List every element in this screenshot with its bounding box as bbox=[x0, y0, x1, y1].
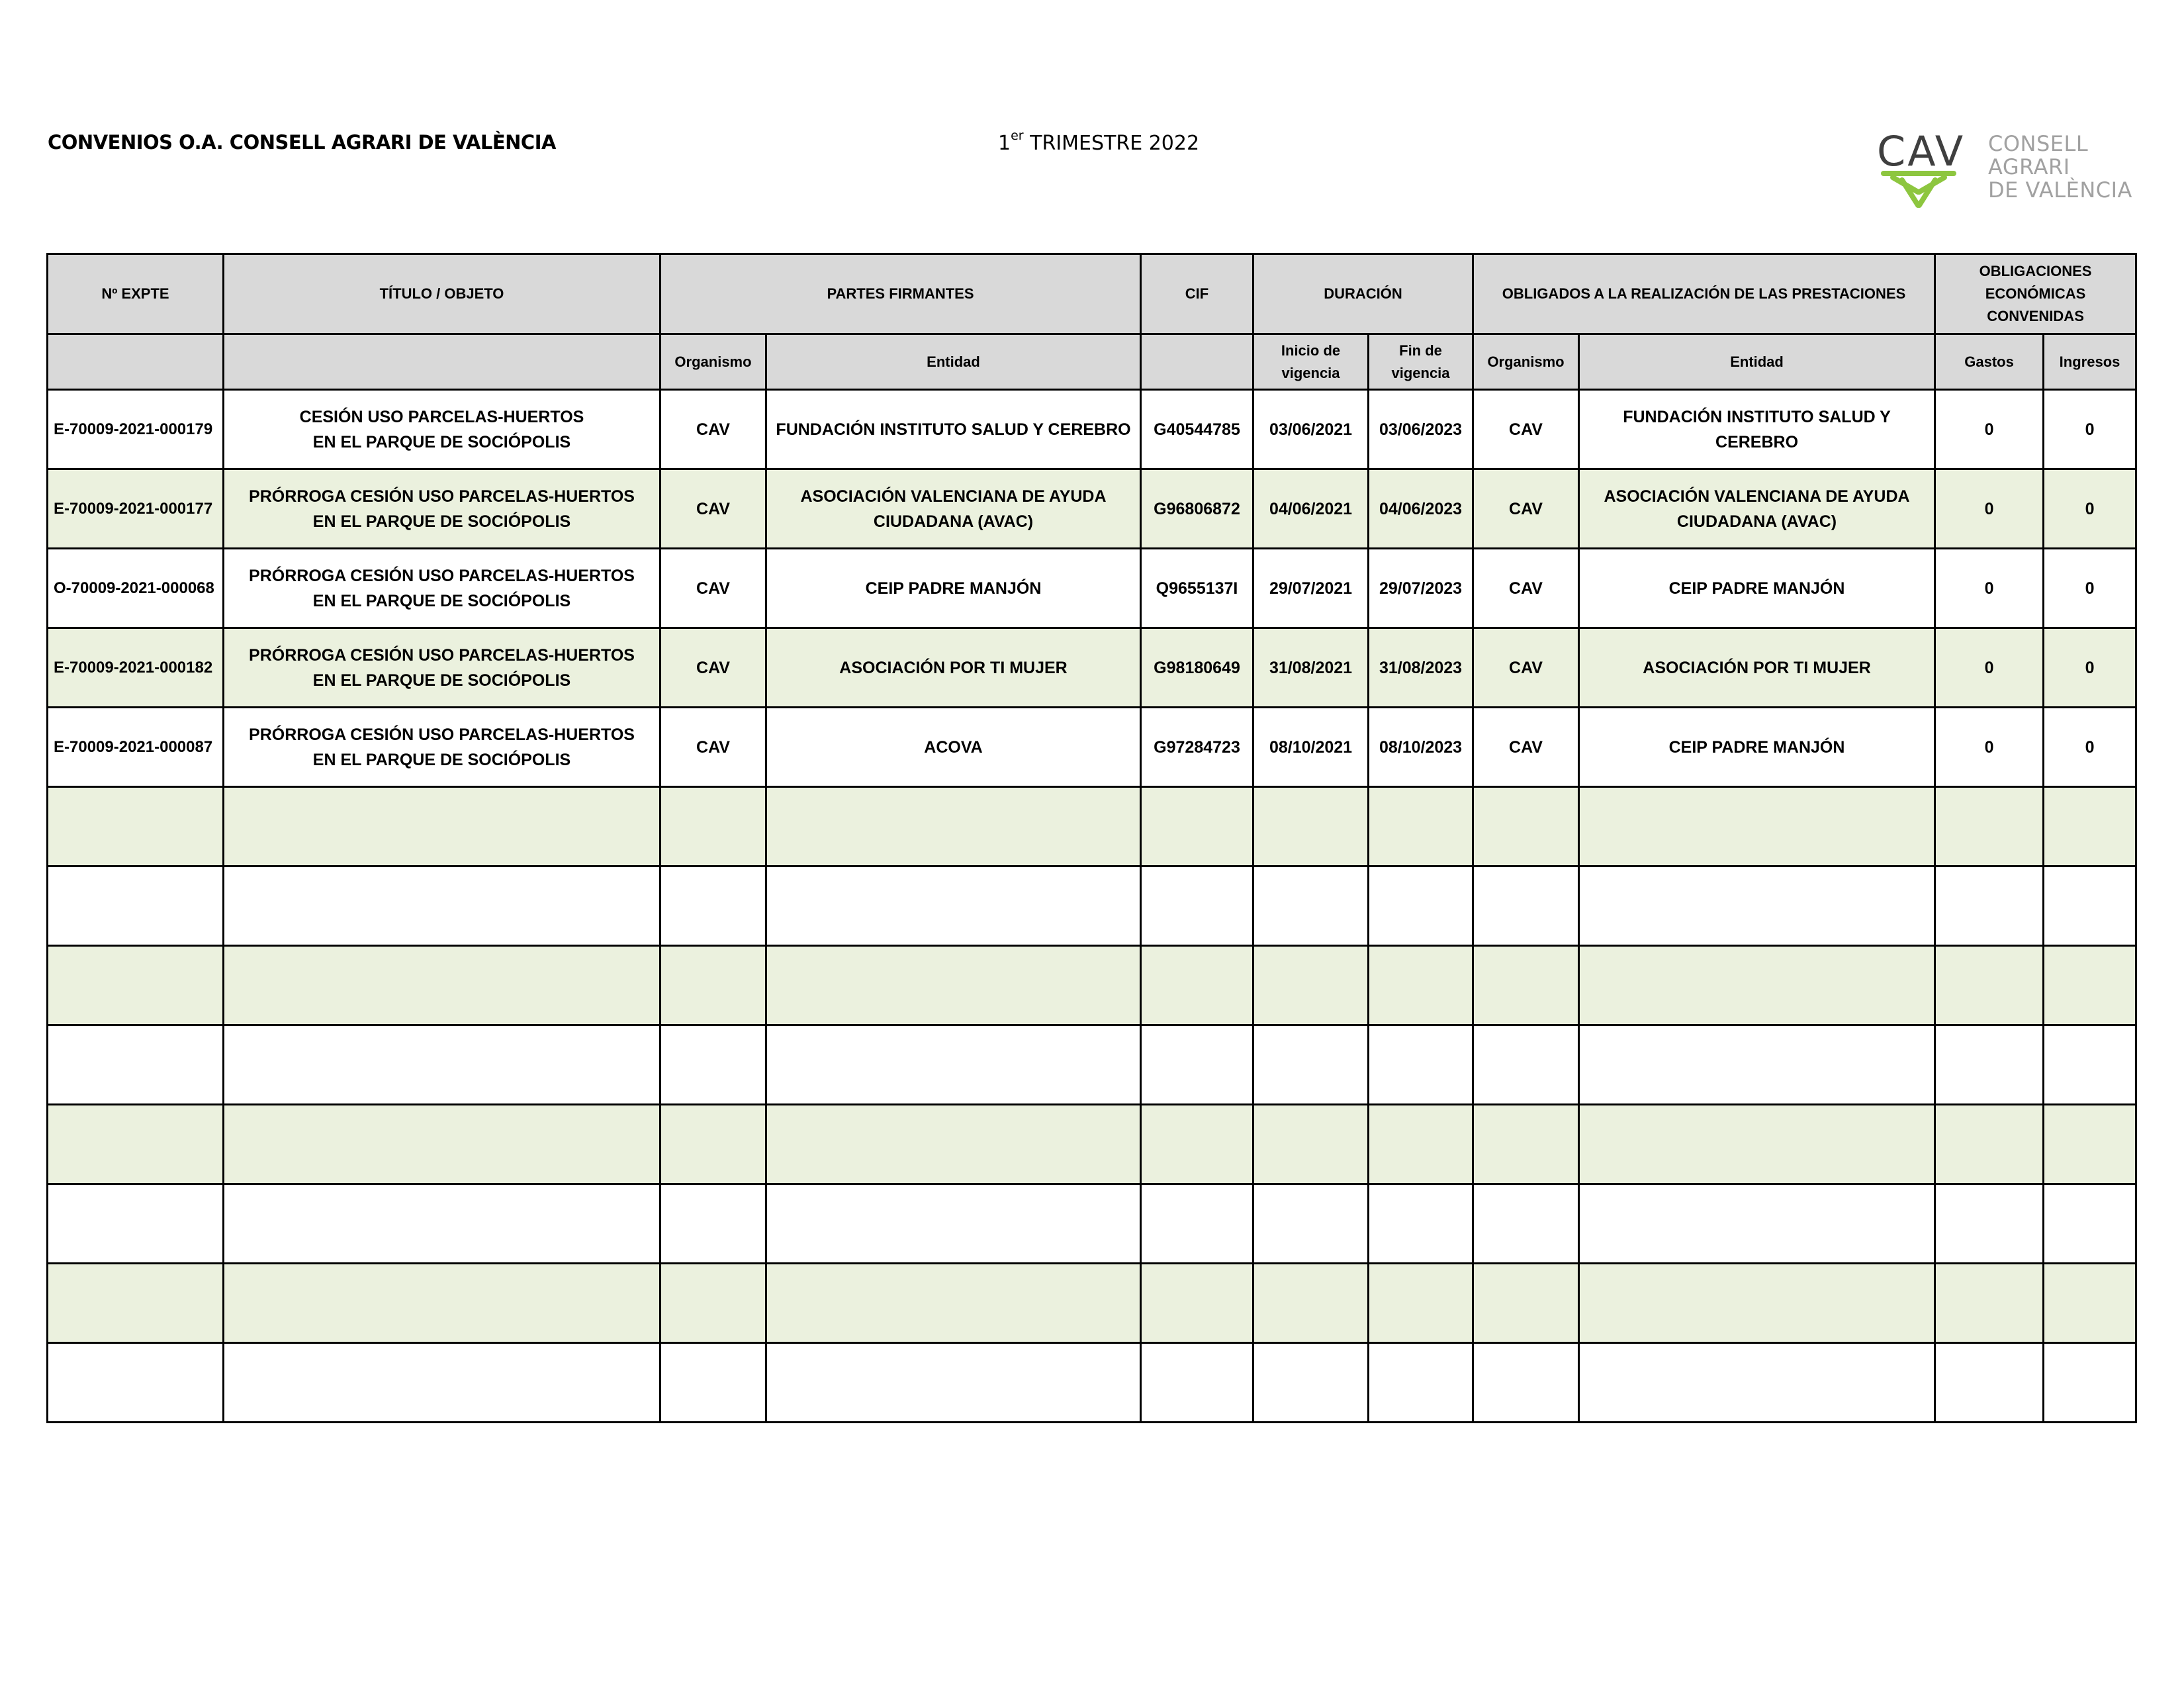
empty-cell bbox=[1141, 1264, 1253, 1343]
empty-cell bbox=[1579, 1184, 1935, 1264]
inicio-cell: 08/10/2021 bbox=[1253, 708, 1369, 787]
subheader-inicio bbox=[1253, 334, 1369, 390]
empty-cell bbox=[1141, 1343, 1253, 1423]
obligados-entidad-cell bbox=[1579, 390, 1935, 469]
col-header-cif: CIF bbox=[1141, 254, 1253, 334]
entidad-line: CIUDADANA (AVAC) bbox=[873, 512, 1034, 531]
cif-cell: G98180649 bbox=[1141, 628, 1253, 708]
empty-cell bbox=[1579, 1343, 1935, 1423]
empty-cell bbox=[1473, 946, 1579, 1025]
empty-cell bbox=[1935, 946, 2044, 1025]
empty-cell bbox=[660, 1105, 766, 1184]
empty-cell bbox=[1253, 1343, 1369, 1423]
empty-cell bbox=[1473, 1184, 1579, 1264]
empty-cell bbox=[1935, 1343, 2044, 1423]
empty-cell bbox=[1369, 946, 1473, 1025]
inicio-cell: 31/08/2021 bbox=[1253, 628, 1369, 708]
cif-cell: G97284723 bbox=[1141, 708, 1253, 787]
empty-cell bbox=[1141, 867, 1253, 946]
empty-cell bbox=[1253, 1105, 1369, 1184]
empty-cell bbox=[766, 1264, 1141, 1343]
obligados-organismo-cell: CAV bbox=[1473, 708, 1579, 787]
obligados-entidad-line: FUNDACIÓN INSTITUTO SALUD Y bbox=[1623, 407, 1891, 426]
empty-cell bbox=[224, 867, 660, 946]
empty-cell bbox=[1935, 867, 2044, 946]
titulo-line: EN EL PARQUE DE SOCIÓPOLIS bbox=[312, 671, 571, 690]
ingresos-cell: 0 bbox=[2044, 469, 2136, 549]
gastos-cell: 0 bbox=[1935, 549, 2044, 628]
empty-cell bbox=[1369, 787, 1473, 867]
gastos-cell: 0 bbox=[1935, 469, 2044, 549]
ingresos-cell: 0 bbox=[2044, 628, 2136, 708]
obligados-entidad-line: CEREBRO bbox=[1715, 432, 1799, 451]
expte-cell: E-70009-2021-000177 bbox=[48, 469, 224, 549]
entidad-line: FUNDACIÓN INSTITUTO SALUD Y CEREBRO bbox=[776, 420, 1131, 439]
obligados-organismo-cell: CAV bbox=[1473, 549, 1579, 628]
expte-cell: E-70009-2021-000179 bbox=[48, 390, 224, 469]
empty-cell bbox=[1141, 1025, 1253, 1105]
logo-wordmark-line: DE VALÈNCIA bbox=[1988, 177, 2132, 203]
titulo-cell bbox=[224, 469, 660, 549]
empty-cell bbox=[1141, 1105, 1253, 1184]
subheader-obligados-entidad: Entidad bbox=[1579, 334, 1935, 390]
organismo-cell: CAV bbox=[660, 628, 766, 708]
empty-cell bbox=[766, 1343, 1141, 1423]
expte-cell: O-70009-2021-000068 bbox=[48, 549, 224, 628]
empty-table-row bbox=[48, 946, 2136, 1025]
empty-cell bbox=[1141, 946, 1253, 1025]
ingresos-cell: 0 bbox=[2044, 549, 2136, 628]
organismo-cell: CAV bbox=[660, 390, 766, 469]
empty-cell bbox=[1369, 1184, 1473, 1264]
empty-cell bbox=[1253, 946, 1369, 1025]
titulo-line: PRÓRROGA CESIÓN USO PARCELAS-HUERTOS bbox=[249, 566, 635, 585]
empty-cell bbox=[1473, 1343, 1579, 1423]
obligados-organismo-cell: CAV bbox=[1473, 628, 1579, 708]
gastos-cell: 0 bbox=[1935, 708, 2044, 787]
subheader-fin bbox=[1369, 334, 1473, 390]
header-row bbox=[48, 254, 2136, 334]
empty-cell bbox=[660, 1343, 766, 1423]
empty-table-row bbox=[48, 787, 2136, 867]
empty-cell bbox=[48, 787, 224, 867]
empty-cell bbox=[48, 1105, 224, 1184]
subheader-gastos: Gastos bbox=[1935, 334, 2044, 390]
subheader-empty bbox=[224, 334, 660, 390]
titulo-line: PRÓRROGA CESIÓN USO PARCELAS-HUERTOS bbox=[249, 725, 635, 744]
subheader-partes-entidad: Entidad bbox=[766, 334, 1141, 390]
entidad-line: ACOVA bbox=[924, 737, 983, 757]
empty-cell bbox=[2044, 1343, 2136, 1423]
organismo-cell: CAV bbox=[660, 708, 766, 787]
cif-cell: Q9655137I bbox=[1141, 549, 1253, 628]
empty-cell bbox=[1369, 1264, 1473, 1343]
empty-cell bbox=[224, 1105, 660, 1184]
entidad-cell bbox=[766, 708, 1141, 787]
empty-table-row bbox=[48, 1343, 2136, 1423]
empty-cell bbox=[224, 946, 660, 1025]
empty-cell bbox=[48, 946, 224, 1025]
table-row bbox=[48, 390, 2136, 469]
empty-cell bbox=[1579, 867, 1935, 946]
entidad-cell bbox=[766, 390, 1141, 469]
empty-cell bbox=[1253, 1184, 1369, 1264]
empty-cell bbox=[1369, 1105, 1473, 1184]
table-row bbox=[48, 549, 2136, 628]
titulo-line: EN EL PARQUE DE SOCIÓPOLIS bbox=[312, 750, 571, 769]
empty-cell bbox=[2044, 867, 2136, 946]
empty-cell bbox=[1473, 867, 1579, 946]
col-header-duracion: DURACIÓN bbox=[1253, 254, 1473, 334]
empty-cell bbox=[2044, 1105, 2136, 1184]
empty-cell bbox=[224, 1264, 660, 1343]
empty-cell bbox=[660, 1025, 766, 1105]
empty-cell bbox=[766, 1184, 1141, 1264]
quarter-label bbox=[998, 128, 1200, 155]
empty-cell bbox=[1473, 1025, 1579, 1105]
empty-cell bbox=[1473, 1105, 1579, 1184]
subheader-fin-line: vigencia bbox=[1391, 364, 1450, 381]
table-row bbox=[48, 708, 2136, 787]
table-row bbox=[48, 469, 2136, 549]
empty-cell bbox=[766, 867, 1141, 946]
table-row bbox=[48, 628, 2136, 708]
cif-cell: G40544785 bbox=[1141, 390, 1253, 469]
inicio-cell: 04/06/2021 bbox=[1253, 469, 1369, 549]
subheader-inicio-line: Inicio de bbox=[1281, 342, 1341, 359]
quarter-ordinal: er bbox=[1011, 128, 1024, 143]
empty-table-row bbox=[48, 867, 2136, 946]
subheader-obligados-organismo: Organismo bbox=[1473, 334, 1579, 390]
titulo-line: PRÓRROGA CESIÓN USO PARCELAS-HUERTOS bbox=[249, 487, 635, 506]
empty-cell bbox=[2044, 1025, 2136, 1105]
col-header-obligaciones-line: CONVENIDAS bbox=[1987, 308, 2084, 324]
titulo-line: EN EL PARQUE DE SOCIÓPOLIS bbox=[312, 512, 571, 531]
expte-cell: E-70009-2021-000182 bbox=[48, 628, 224, 708]
organismo-cell: CAV bbox=[660, 549, 766, 628]
empty-cell bbox=[1935, 1025, 2044, 1105]
empty-cell bbox=[1141, 787, 1253, 867]
quarter-number: 1 bbox=[998, 132, 1011, 155]
obligados-entidad-line: ASOCIACIÓN VALENCIANA DE AYUDA bbox=[1604, 487, 1910, 506]
entidad-cell bbox=[766, 549, 1141, 628]
subheader-empty bbox=[48, 334, 224, 390]
empty-cell bbox=[1253, 787, 1369, 867]
entidad-cell bbox=[766, 469, 1141, 549]
subheader-ingresos: Ingresos bbox=[2044, 334, 2136, 390]
cif-cell: G96806872 bbox=[1141, 469, 1253, 549]
titulo-cell bbox=[224, 708, 660, 787]
logo-wordmark bbox=[1988, 132, 2132, 202]
titulo-cell bbox=[224, 390, 660, 469]
empty-cell bbox=[660, 1264, 766, 1343]
col-header-expte: Nº EXPTE bbox=[48, 254, 224, 334]
organismo-cell: CAV bbox=[660, 469, 766, 549]
empty-cell bbox=[1935, 1264, 2044, 1343]
empty-cell bbox=[1579, 946, 1935, 1025]
empty-cell bbox=[2044, 1264, 2136, 1343]
empty-cell bbox=[1369, 867, 1473, 946]
obligados-entidad-line: CEIP PADRE MANJÓN bbox=[1668, 579, 1845, 598]
entidad-line: ASOCIACIÓN VALENCIANA DE AYUDA bbox=[800, 487, 1107, 506]
empty-cell bbox=[224, 1343, 660, 1423]
obligados-entidad-line: CIUDADANA (AVAC) bbox=[1676, 512, 1837, 531]
empty-cell bbox=[48, 1184, 224, 1264]
titulo-line: EN EL PARQUE DE SOCIÓPOLIS bbox=[312, 432, 571, 451]
subheader-inicio-line: vigencia bbox=[1281, 364, 1340, 381]
empty-cell bbox=[660, 1184, 766, 1264]
empty-cell bbox=[224, 787, 660, 867]
col-header-partes: PARTES FIRMANTES bbox=[660, 254, 1141, 334]
logo-mark-text: CAV bbox=[1877, 132, 1966, 175]
gastos-cell: 0 bbox=[1935, 628, 2044, 708]
empty-cell bbox=[48, 1264, 224, 1343]
empty-cell bbox=[2044, 1184, 2136, 1264]
entidad-line: ASOCIACIÓN POR TI MUJER bbox=[839, 658, 1068, 677]
empty-cell bbox=[1935, 787, 2044, 867]
titulo-line: EN EL PARQUE DE SOCIÓPOLIS bbox=[312, 591, 571, 610]
entidad-line: CEIP PADRE MANJÓN bbox=[865, 579, 1042, 598]
empty-cell bbox=[1579, 1105, 1935, 1184]
inicio-cell: 29/07/2021 bbox=[1253, 549, 1369, 628]
empty-table-row bbox=[48, 1264, 2136, 1343]
obligados-organismo-cell: CAV bbox=[1473, 390, 1579, 469]
empty-table-row bbox=[48, 1105, 2136, 1184]
inicio-cell: 03/06/2021 bbox=[1253, 390, 1369, 469]
empty-cell bbox=[224, 1025, 660, 1105]
empty-cell bbox=[1935, 1105, 2044, 1184]
obligados-organismo-cell: CAV bbox=[1473, 469, 1579, 549]
gastos-cell: 0 bbox=[1935, 390, 2044, 469]
empty-cell bbox=[766, 1105, 1141, 1184]
subheader-fin-line: Fin de bbox=[1399, 342, 1442, 359]
empty-cell bbox=[48, 867, 224, 946]
titulo-cell bbox=[224, 549, 660, 628]
empty-cell bbox=[660, 787, 766, 867]
empty-table-row bbox=[48, 1025, 2136, 1105]
empty-cell bbox=[766, 946, 1141, 1025]
empty-cell bbox=[1369, 1025, 1473, 1105]
logo-wordmark-line: AGRARI bbox=[1988, 154, 2070, 179]
empty-cell bbox=[1253, 867, 1369, 946]
empty-cell bbox=[1935, 1184, 2044, 1264]
empty-table-row bbox=[48, 1184, 2136, 1264]
empty-cell bbox=[1253, 1025, 1369, 1105]
subheader-empty bbox=[1141, 334, 1253, 390]
empty-cell bbox=[2044, 787, 2136, 867]
empty-cell bbox=[660, 867, 766, 946]
logo-wordmark-line: CONSELL bbox=[1988, 131, 2089, 156]
obligados-entidad-line: CEIP PADRE MANJÓN bbox=[1668, 737, 1845, 757]
empty-cell bbox=[1369, 1343, 1473, 1423]
titulo-cell bbox=[224, 628, 660, 708]
empty-cell bbox=[1473, 1264, 1579, 1343]
col-header-obligaciones-line: ECONÓMICAS bbox=[1985, 285, 2086, 302]
empty-cell bbox=[660, 946, 766, 1025]
obligados-entidad-cell bbox=[1579, 708, 1935, 787]
document-title: CONVENIOS O.A. CONSELL AGRARI DE VALÈNCIA bbox=[48, 131, 556, 154]
empty-cell bbox=[1579, 1264, 1935, 1343]
empty-cell bbox=[224, 1184, 660, 1264]
empty-cell bbox=[1141, 1184, 1253, 1264]
empty-cell bbox=[2044, 946, 2136, 1025]
subheader-row bbox=[48, 334, 2136, 390]
fin-cell: 03/06/2023 bbox=[1369, 390, 1473, 469]
fin-cell: 04/06/2023 bbox=[1369, 469, 1473, 549]
titulo-line: CESIÓN USO PARCELAS-HUERTOS bbox=[299, 407, 584, 426]
empty-cell bbox=[1253, 1264, 1369, 1343]
fin-cell: 31/08/2023 bbox=[1369, 628, 1473, 708]
subheader-partes-organismo: Organismo bbox=[660, 334, 766, 390]
empty-cell bbox=[1473, 787, 1579, 867]
fin-cell: 08/10/2023 bbox=[1369, 708, 1473, 787]
ingresos-cell: 0 bbox=[2044, 390, 2136, 469]
col-header-obligaciones-line: OBLIGACIONES bbox=[1979, 263, 2092, 279]
obligados-entidad-line: ASOCIACIÓN POR TI MUJER bbox=[1643, 658, 1871, 677]
ingresos-cell: 0 bbox=[2044, 708, 2136, 787]
col-header-obligaciones bbox=[1935, 254, 2136, 334]
obligados-entidad-cell bbox=[1579, 549, 1935, 628]
expte-cell: E-70009-2021-000087 bbox=[48, 708, 224, 787]
agreements-table bbox=[46, 253, 2137, 1423]
logo-sprout-icon bbox=[1884, 173, 1954, 205]
col-header-titulo: TÍTULO / OBJETO bbox=[224, 254, 660, 334]
empty-cell bbox=[1579, 787, 1935, 867]
empty-cell bbox=[1579, 1025, 1935, 1105]
titulo-line: PRÓRROGA CESIÓN USO PARCELAS-HUERTOS bbox=[249, 645, 635, 665]
empty-cell bbox=[48, 1025, 224, 1105]
col-header-obligados: OBLIGADOS A LA REALIZACIÓN DE LAS PRESTACIONES bbox=[1473, 254, 1935, 334]
fin-cell: 29/07/2023 bbox=[1369, 549, 1473, 628]
quarter-text: TRIMESTRE 2022 bbox=[1030, 132, 1200, 155]
empty-cell bbox=[766, 787, 1141, 867]
empty-cell bbox=[48, 1343, 224, 1423]
obligados-entidad-cell bbox=[1579, 628, 1935, 708]
obligados-entidad-cell bbox=[1579, 469, 1935, 549]
empty-cell bbox=[766, 1025, 1141, 1105]
entidad-cell bbox=[766, 628, 1141, 708]
